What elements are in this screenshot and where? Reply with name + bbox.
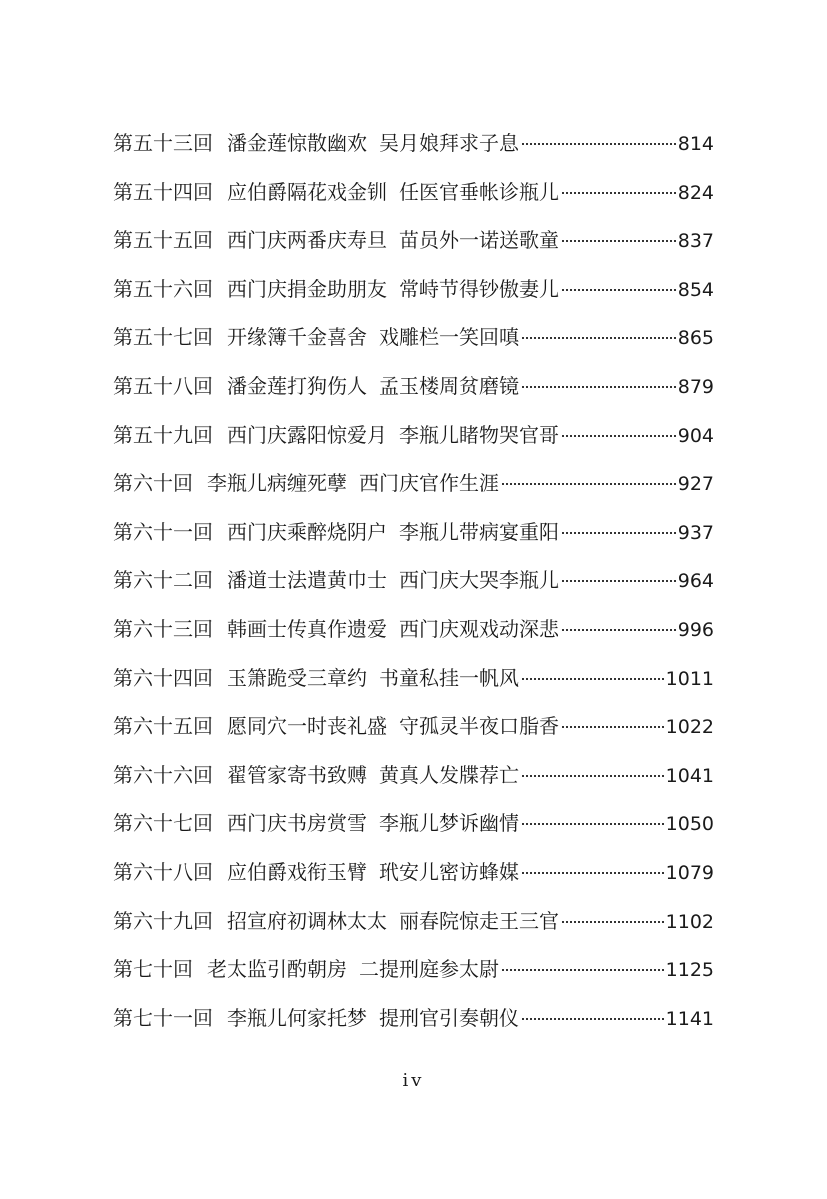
chapter-number: 第六十六回 — [113, 762, 213, 787]
dot-leader — [522, 678, 664, 680]
dot-leader — [522, 143, 676, 145]
chapter-number: 第六十一回 — [113, 519, 213, 544]
dot-leader — [562, 580, 676, 582]
dot-leader — [522, 386, 676, 388]
page-number: 865 — [677, 327, 714, 350]
chapter-number: 第五十五回 — [113, 228, 213, 253]
dot-leader — [522, 823, 664, 825]
page-number: 1102 — [665, 910, 714, 933]
chapter-number: 第五十七回 — [113, 325, 213, 350]
page-number: 1050 — [665, 813, 714, 836]
chapter-number: 第六十二回 — [113, 568, 213, 593]
chapter-title-first-line: 应伯爵戏衔玉臂 — [227, 859, 367, 884]
chapter-number: 第五十三回 — [113, 131, 213, 155]
toc-entry[interactable] — [113, 799, 714, 848]
toc-entry[interactable] — [113, 605, 714, 654]
dot-leader — [562, 921, 664, 923]
page-number: 927 — [677, 473, 714, 496]
chapter-number: 第五十九回 — [113, 422, 213, 447]
toc-entry[interactable] — [113, 411, 714, 460]
chapter-title-first-line: 潘金莲打狗伤人 — [227, 373, 367, 398]
chapter-title-first-line: 西门庆捐金助朋友 — [227, 276, 387, 301]
chapter-title-second-line: 李瓶儿带病宴重阳 — [399, 519, 559, 544]
chapter-title-first-line: 潘道士法遣黄巾士 — [227, 568, 387, 593]
dot-leader — [522, 872, 664, 874]
chapter-title-first-line: 韩画士传真作遗爱 — [227, 616, 387, 641]
page-folio: iv — [402, 1070, 425, 1091]
toc-entry[interactable] — [113, 459, 714, 508]
chapter-title-second-line: 吴月娘拜求子息 — [379, 131, 519, 155]
chapter-title-first-line: 西门庆露阳惊爱月 — [227, 422, 387, 447]
chapter-title-first-line: 翟管家寄书致赙 — [227, 762, 367, 787]
chapter-title-second-line: 西门庆官作生涯 — [359, 471, 499, 496]
chapter-number: 第五十八回 — [113, 373, 213, 398]
chapter-number: 第六十五回 — [113, 714, 213, 739]
toc-entry[interactable] — [113, 265, 714, 314]
dot-leader — [562, 435, 676, 437]
chapter-title-second-line: 苗员外一诺送歌童 — [399, 228, 559, 253]
dot-leader — [562, 192, 676, 194]
page-number: 1141 — [665, 1007, 714, 1030]
chapter-number: 第六十四回 — [113, 665, 213, 690]
chapter-title-second-line: 戏雕栏一笑回嗔 — [379, 325, 519, 350]
chapter-title-first-line: 老太监引酌朝房 — [207, 957, 347, 982]
chapter-number: 第五十四回 — [113, 179, 213, 204]
dot-leader — [562, 289, 676, 291]
page-number: 879 — [677, 375, 714, 398]
toc-entry[interactable] — [113, 508, 714, 557]
page-number: 964 — [677, 570, 714, 593]
table-of-contents — [113, 119, 714, 1042]
page-number: 814 — [677, 133, 714, 155]
chapter-title-first-line: 西门庆两番庆寿旦 — [227, 228, 387, 253]
page-number: 1041 — [665, 764, 714, 787]
page-number: 1011 — [665, 667, 714, 690]
chapter-title-second-line: 二提刑庭参太尉 — [359, 957, 499, 982]
chapter-number: 第七十回 — [113, 957, 193, 982]
chapter-title-second-line: 任医官垂帐诊瓶儿 — [399, 179, 559, 204]
chapter-title-first-line: 开缘簿千金喜舍 — [227, 325, 367, 350]
chapter-title-second-line: 西门庆观戏动深悲 — [399, 616, 559, 641]
chapter-number: 第六十九回 — [113, 908, 213, 933]
page-number: 996 — [677, 618, 714, 641]
chapter-title-first-line: 李瓶儿病缠死孽 — [207, 471, 347, 496]
dot-leader — [562, 726, 664, 728]
chapter-title-second-line: 李瓶儿梦诉幽情 — [379, 811, 519, 836]
page-number: 837 — [677, 230, 714, 253]
chapter-title-first-line: 西门庆乘醉烧阴户 — [227, 519, 387, 544]
toc-entry[interactable] — [113, 751, 714, 800]
chapter-title-first-line: 玉箫跪受三章约 — [227, 665, 367, 690]
chapter-title-second-line: 孟玉楼周贫磨镜 — [379, 373, 519, 398]
chapter-number: 第六十七回 — [113, 811, 213, 836]
dot-leader — [562, 240, 676, 242]
dot-leader — [502, 969, 664, 971]
page-number: 1022 — [665, 716, 714, 739]
toc-entry[interactable] — [113, 702, 714, 751]
page-number: 1079 — [665, 861, 714, 884]
dot-leader — [562, 629, 676, 631]
toc-entry[interactable] — [113, 119, 714, 168]
chapter-title-second-line: 常峙节得钞傲妻儿 — [399, 276, 559, 301]
toc-entry[interactable] — [113, 313, 714, 362]
chapter-title-second-line: 书童私挂一帆风 — [379, 665, 519, 690]
chapter-number: 第六十回 — [113, 471, 193, 496]
toc-entry[interactable] — [113, 556, 714, 605]
chapter-title-first-line: 李瓶儿何家托梦 — [227, 1005, 367, 1030]
page-number: 937 — [677, 521, 714, 544]
chapter-title-second-line: 提刑官引奏朝仪 — [379, 1005, 519, 1030]
toc-entry[interactable] — [113, 654, 714, 703]
chapter-number: 第七十一回 — [113, 1005, 213, 1030]
dot-leader — [562, 532, 676, 534]
toc-entry[interactable] — [113, 216, 714, 265]
chapter-title-second-line: 李瓶儿睹物哭官哥 — [399, 422, 559, 447]
chapter-number: 第五十六回 — [113, 276, 213, 301]
chapter-title-second-line: 守孤灵半夜口脂香 — [399, 714, 559, 739]
chapter-title-first-line: 愿同穴一时丧礼盛 — [227, 714, 387, 739]
chapter-number: 第六十八回 — [113, 859, 213, 884]
dot-leader — [522, 1018, 664, 1020]
chapter-title-second-line: 黄真人发牒荐亡 — [379, 762, 519, 787]
dot-leader — [522, 775, 664, 777]
dot-leader — [522, 337, 676, 339]
toc-entry[interactable] — [113, 362, 714, 411]
page-number: 854 — [677, 278, 714, 301]
dot-leader — [502, 483, 676, 485]
chapter-title-first-line: 潘金莲惊散幽欢 — [227, 131, 367, 155]
toc-entry[interactable] — [113, 945, 714, 994]
toc-entry[interactable] — [113, 168, 714, 217]
chapter-title-first-line: 西门庆书房赏雪 — [227, 811, 367, 836]
chapter-title-second-line: 玳安儿密访蜂媒 — [379, 859, 519, 884]
page-number: 1125 — [665, 959, 714, 982]
chapter-title-second-line: 丽春院惊走王三官 — [399, 908, 559, 933]
chapter-title-first-line: 应伯爵隔花戏金钏 — [227, 179, 387, 204]
chapter-title-first-line: 招宣府初调林太太 — [227, 908, 387, 933]
page-number: 904 — [677, 424, 714, 447]
chapter-title-second-line: 西门庆大哭李瓶儿 — [399, 568, 559, 593]
toc-entry[interactable] — [113, 994, 714, 1043]
chapter-number: 第六十三回 — [113, 616, 213, 641]
page-number: 824 — [677, 181, 714, 204]
toc-entry[interactable] — [113, 848, 714, 897]
toc-entry[interactable] — [113, 897, 714, 946]
